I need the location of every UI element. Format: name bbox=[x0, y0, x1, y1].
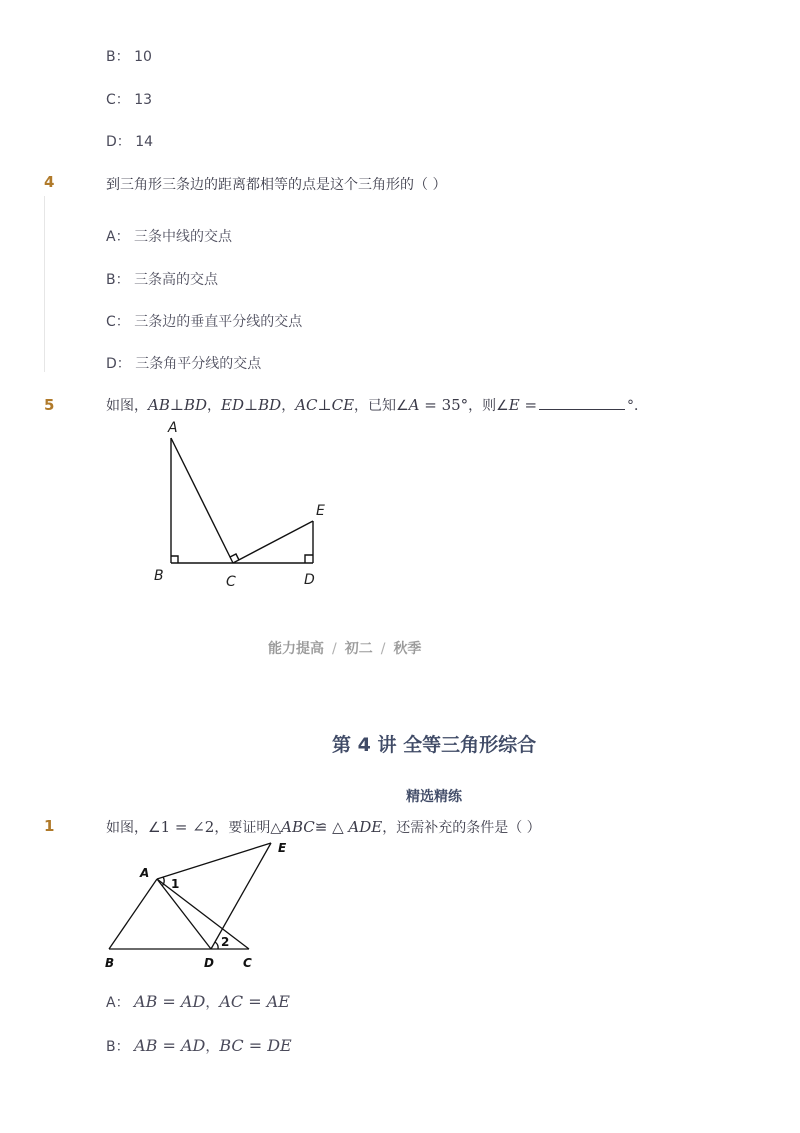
option-d[interactable] bbox=[106, 131, 153, 151]
label-d: D bbox=[204, 956, 214, 970]
angle-arc-2 bbox=[215, 942, 218, 949]
math-segment: CE bbox=[331, 396, 355, 414]
footer-text: 初二 bbox=[344, 641, 373, 657]
figure-q1 bbox=[100, 836, 300, 976]
stem-text: ，要证明△ bbox=[214, 820, 282, 836]
question-number: 4 bbox=[44, 173, 55, 191]
math-number: 2 bbox=[204, 818, 215, 836]
math-segment: BD bbox=[183, 396, 208, 414]
stem-text: ，还需补充的条件是（ ） bbox=[382, 820, 541, 836]
option-text: 三条边的垂直平分线的交点 bbox=[134, 314, 303, 330]
option-c[interactable] bbox=[106, 311, 302, 331]
math-value: 35° bbox=[441, 396, 469, 414]
stem-text: 如图，∠ bbox=[106, 820, 161, 836]
math-segment: AB bbox=[148, 396, 170, 414]
perp-symbol: ⊥ bbox=[317, 396, 332, 414]
option-key: A： bbox=[106, 995, 130, 1011]
equals-sign: = ∠ bbox=[170, 818, 205, 836]
equals-sign: = bbox=[419, 396, 442, 414]
footer-separator: / bbox=[332, 641, 337, 657]
option-key: B： bbox=[106, 272, 130, 288]
question-number: 5 bbox=[44, 396, 55, 414]
option-text: 三条中线的交点 bbox=[134, 229, 233, 245]
option-key: A： bbox=[106, 229, 130, 245]
equals-sign: = bbox=[519, 396, 538, 414]
option-separator: ， bbox=[205, 995, 220, 1011]
math-angle: A bbox=[408, 396, 420, 414]
math-segment: AD bbox=[180, 1036, 206, 1055]
segment-ce bbox=[233, 521, 313, 563]
page-footer bbox=[268, 638, 421, 658]
lecture-title: 第 4 讲 全等三角形综合 bbox=[332, 734, 537, 756]
math-angle: E bbox=[508, 396, 520, 414]
label-angle-1: 1 bbox=[171, 877, 180, 891]
right-angle-mark-d bbox=[305, 555, 313, 563]
option-text: 三条高的交点 bbox=[134, 272, 219, 288]
math-segment: AB bbox=[134, 992, 158, 1011]
option-a[interactable] bbox=[106, 226, 232, 246]
label-d: D bbox=[304, 572, 315, 588]
question-divider bbox=[44, 196, 45, 372]
angle-arc-1 bbox=[162, 877, 164, 886]
question-number: 1 bbox=[44, 817, 55, 835]
equals-sign: = bbox=[243, 1036, 268, 1055]
stem-text: ， bbox=[207, 398, 222, 414]
equals-sign: = bbox=[157, 1036, 181, 1055]
math-segment: AD bbox=[180, 992, 206, 1011]
option-key: C： bbox=[106, 92, 130, 108]
triangle-symbol: △ bbox=[327, 818, 349, 836]
option-key: B： bbox=[106, 1039, 130, 1055]
label-e: E bbox=[316, 503, 325, 519]
question-stem: 到三角形三条边的距离都相等的点是这个三角形的（ ） bbox=[106, 177, 447, 193]
option-a[interactable] bbox=[106, 992, 290, 1012]
option-key: D： bbox=[106, 356, 131, 372]
stem-text: 如图， bbox=[106, 398, 148, 414]
stem-text: ， bbox=[281, 398, 296, 414]
perp-symbol: ⊥ bbox=[244, 396, 259, 414]
math-triangle: ADE bbox=[348, 818, 383, 836]
math-segment: ED bbox=[221, 396, 245, 414]
option-key: D： bbox=[106, 134, 131, 150]
math-segment: AB bbox=[134, 1036, 158, 1055]
answer-blank[interactable] bbox=[539, 397, 625, 410]
stem-text: ，则∠ bbox=[468, 398, 509, 414]
option-key: C： bbox=[106, 314, 130, 330]
perp-symbol: ⊥ bbox=[169, 396, 184, 414]
stem-text: °． bbox=[627, 398, 649, 414]
math-segment: DE bbox=[267, 1036, 292, 1055]
label-c: C bbox=[226, 574, 236, 590]
right-angle-mark-b bbox=[171, 556, 178, 563]
label-a: A bbox=[168, 420, 178, 436]
option-b[interactable] bbox=[106, 1036, 292, 1056]
question-stem bbox=[106, 817, 541, 837]
math-segment: AE bbox=[266, 992, 290, 1011]
label-b: B bbox=[105, 956, 115, 970]
option-d[interactable] bbox=[106, 353, 261, 373]
option-text: 三条角平分线的交点 bbox=[135, 356, 262, 372]
label-a: A bbox=[140, 866, 150, 880]
option-b[interactable] bbox=[106, 269, 218, 289]
stem-text: ，已知∠ bbox=[354, 398, 409, 414]
label-b: B bbox=[154, 568, 164, 584]
math-segment: BD bbox=[258, 396, 282, 414]
congruence-symbol: ≌ bbox=[314, 818, 328, 836]
math-segment: BC bbox=[219, 1036, 244, 1055]
label-angle-2: 2 bbox=[221, 935, 230, 949]
equals-sign: = bbox=[243, 992, 267, 1011]
figure-q5 bbox=[140, 412, 340, 592]
math-segment: AC bbox=[219, 992, 244, 1011]
math-triangle: ABC bbox=[281, 818, 315, 836]
option-text: 14 bbox=[135, 134, 154, 150]
label-e: E bbox=[278, 841, 287, 855]
option-b[interactable] bbox=[106, 46, 152, 66]
option-separator: ， bbox=[205, 1039, 220, 1055]
option-c[interactable] bbox=[106, 89, 152, 109]
option-text: 10 bbox=[134, 49, 152, 65]
equals-sign: = bbox=[157, 992, 181, 1011]
math-segment: AC bbox=[295, 396, 318, 414]
label-c: C bbox=[243, 956, 252, 970]
footer-separator: / bbox=[380, 641, 386, 657]
segment-ab bbox=[109, 879, 157, 949]
section-subtitle: 精选精练 bbox=[406, 789, 462, 805]
segment-ac bbox=[171, 438, 233, 563]
option-key: B： bbox=[106, 49, 130, 65]
footer-text: 能力提高 bbox=[268, 641, 324, 657]
footer-text: 秋季 bbox=[393, 641, 422, 657]
math-number: 1 bbox=[160, 818, 171, 836]
option-text: 13 bbox=[134, 92, 153, 108]
